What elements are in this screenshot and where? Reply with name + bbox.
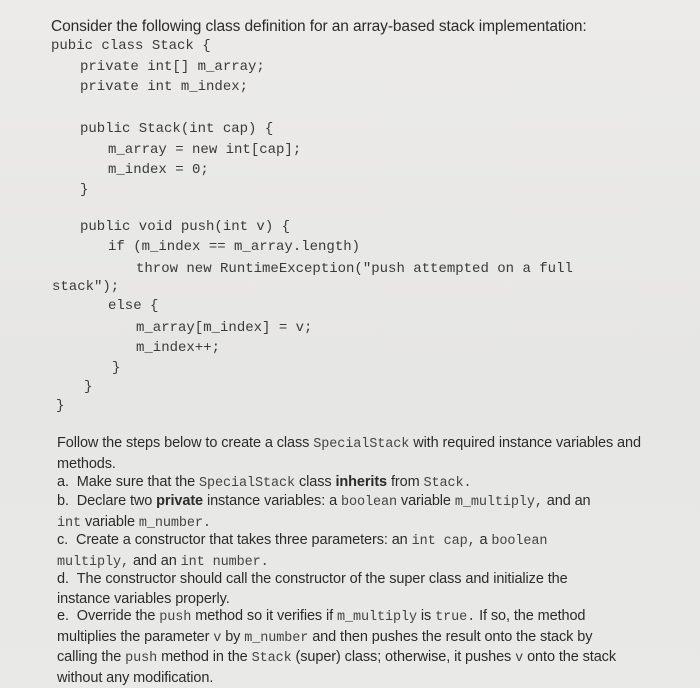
code-line: m_index = 0; [108, 162, 209, 178]
code-line: else { [108, 298, 159, 314]
code-line: throw new RuntimeException("push attempted on a full [136, 261, 573, 277]
instructions-intro: Follow the steps below to create a class SpecialStack with required instance variables and methods. [57, 435, 641, 472]
step-e: e. Override the push method so it verifies if m_multiply is true. If so, the method multiplies the parameter v by m_number and then pushes the result onto the stack by calling the push method in the Stack (super) class; otherwise, it pushes v onto the stack without any modification. [57, 608, 616, 686]
code-line: public Stack(int cap) { [80, 121, 274, 137]
code-line: } [112, 360, 121, 376]
intro-text: Consider the following class definition for an array-based stack implementation: [51, 18, 587, 35]
code-line: m_array[m_index] = v; [136, 320, 313, 336]
code-line: stack"); [52, 279, 120, 295]
step-d: d. The constructor should call the constructor of the super class and initialize the instance variables properly. [57, 571, 568, 607]
code-line: private int m_index; [80, 79, 249, 95]
step-b: b. Declare two private instance variables: a boolean variable m_multiply, and an int variable m_number. [57, 493, 591, 531]
code-line: } [56, 398, 65, 414]
step-a: a. Make sure that the SpecialStack class inherits from Stack. [57, 474, 472, 491]
code-line: m_array = new int[cap]; [108, 142, 302, 158]
code-line: public void push(int v) { [80, 219, 291, 235]
step-c: c. Create a constructor that takes three parameters: an int cap, a boolean multiply, and an int number. [57, 532, 548, 570]
code-line: if (m_index == m_array.length) [108, 239, 361, 255]
code-line: m_index++; [136, 340, 221, 356]
code-line: pubic class Stack { [51, 38, 211, 54]
code-line: } [84, 379, 93, 395]
code-line: } [80, 182, 89, 198]
code-line: private int[] m_array; [80, 59, 265, 75]
